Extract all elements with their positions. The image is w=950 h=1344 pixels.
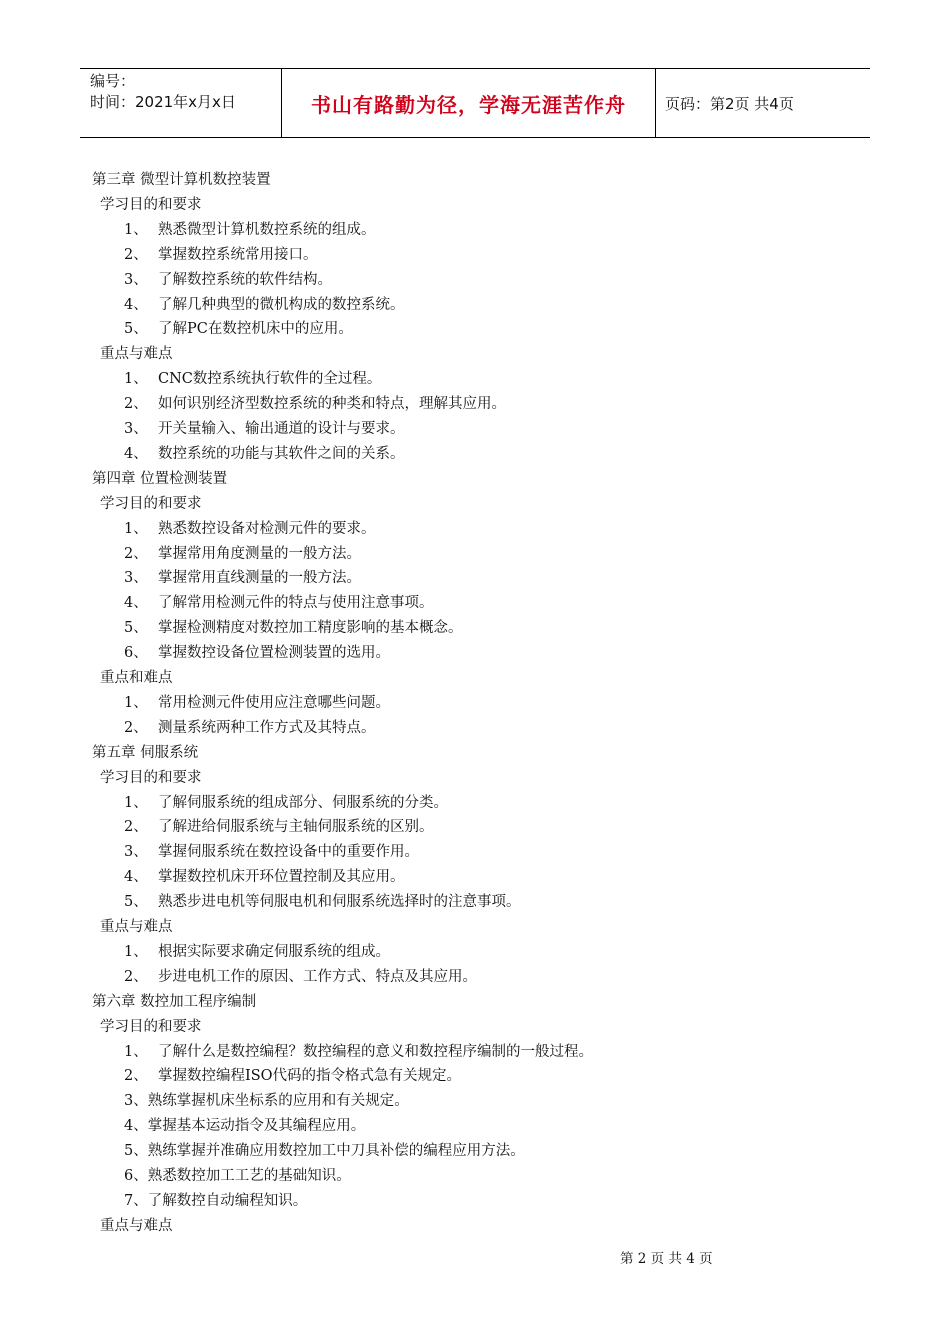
list-item: 6、熟悉数控加工工艺的基础知识。 (124, 1168, 351, 1184)
section-heading: 重点与难点 (100, 919, 173, 935)
list-item-number: 5、 (124, 620, 148, 637)
list-item-number: 2、 (124, 719, 148, 736)
list-item-text: 开关量输入、输出通道的设计与要求。 (158, 421, 405, 437)
list-item-number: 1、 (124, 520, 148, 537)
list-item-number: 4、 (124, 296, 148, 313)
list-item-number: 4、 (124, 445, 148, 462)
list-item (124, 892, 521, 912)
list-item-number: 1、 (124, 943, 148, 960)
page-info: 页码：第2页 共4页 (665, 94, 794, 113)
list-item: 4、掌握基本运动指令及其编程应用。 (124, 1118, 366, 1135)
list-item (124, 967, 477, 987)
list-item: 3、熟练掌握机床坐标系的应用和有关规定。 (124, 1093, 409, 1110)
time-label: 时间：2021年x月x日 (90, 93, 236, 111)
chapter-heading: 第六章 数控加工程序编制 (92, 993, 257, 1010)
motto: 书山有路勤为径，学海无涯苦作舟 (311, 92, 626, 117)
list-item-text: 了解常用检测元件的特点与使用注意事项。 (158, 595, 434, 612)
list-item-number: 1、 (124, 1043, 148, 1060)
list-item (124, 942, 390, 962)
list-item (124, 444, 405, 464)
list-item (124, 718, 376, 738)
list-item-number: 2、 (124, 396, 148, 413)
list-item-text: 掌握数控系统常用接口。 (158, 246, 318, 263)
page-footer: 第 2 页 共 4 页 (620, 1251, 713, 1267)
list-item-text: 掌握常用角度测量的一般方法。 (158, 545, 361, 562)
list-item-text: 熟悉数控设备对检测元件的要求。 (158, 520, 376, 537)
list-item-number: 3、 (124, 844, 148, 861)
list-item-text: 掌握数控编程ISO代码的指令格式急有关规定。 (158, 1068, 462, 1085)
list-item (124, 319, 353, 339)
section-heading: 学习目的和要求 (100, 1018, 202, 1035)
list-item-text: 测量系统两种工作方式及其特点。 (158, 719, 376, 736)
list-item (124, 593, 434, 613)
list-item-number: 2、 (124, 968, 148, 985)
section-heading: 重点和难点 (100, 670, 173, 686)
list-item (124, 519, 376, 539)
list-item (124, 245, 318, 265)
list-item (124, 793, 448, 813)
list-item (124, 1042, 593, 1062)
list-item-number: 1、 (124, 794, 148, 811)
chapter-heading: 第三章 微型计算机数控装置 (92, 172, 271, 188)
header-motto-cell (281, 69, 656, 137)
list-item (124, 842, 419, 862)
header-page-info-cell (655, 69, 870, 137)
page-header (80, 68, 870, 138)
list-item (124, 419, 405, 439)
list-item-number: 3、 (124, 570, 148, 587)
list-item: 7、了解数控自动编程知识。 (124, 1192, 308, 1209)
list-item (124, 220, 376, 240)
list-item-text: 熟悉微型计算机数控系统的组成。 (158, 221, 376, 238)
list-item-text: 掌握伺服系统在数控设备中的重要作用。 (158, 844, 419, 861)
list-item-text: 根据实际要求确定伺服系统的组成。 (158, 943, 390, 960)
serial-label: 编号： (90, 72, 136, 90)
section-heading: 重点与难点 (100, 346, 173, 363)
list-item-text: 常用检测元件使用应注意哪些问题。 (158, 694, 390, 711)
list-item-number: 2、 (124, 1068, 148, 1085)
list-item-number: 6、 (124, 645, 148, 662)
section-heading: 重点与难点 (100, 1217, 173, 1234)
list-item: 5、熟练掌握并准确应用数控加工中刀具补偿的编程应用方法。 (124, 1143, 525, 1160)
list-item-number: 3、 (124, 421, 148, 437)
list-item-text: 步进电机工作的原因、工作方式、特点及其应用。 (158, 968, 477, 985)
list-item-number: 4、 (124, 869, 148, 886)
list-item-text: CNC数控系统执行软件的全过程。 (158, 371, 382, 388)
list-item (124, 295, 405, 315)
list-item-text: 了解什么是数控编程？数控编程的意义和数控程序编制的一般过程。 (158, 1043, 593, 1060)
list-item-text: 熟悉步进电机等伺服电机和伺服系统选择时的注意事项。 (158, 894, 521, 911)
list-item-text: 掌握常用直线测量的一般方法。 (158, 570, 361, 587)
list-item (124, 1066, 461, 1086)
list-item-number: 4、 (124, 595, 148, 612)
list-item-number: 5、 (124, 894, 148, 911)
section-heading: 学习目的和要求 (100, 769, 202, 786)
list-item-text: 了解进给伺服系统与主轴伺服系统的区别。 (158, 819, 434, 836)
list-item-text: 掌握数控机床开环位置控制及其应用。 (158, 869, 405, 886)
section-heading: 学习目的和要求 (100, 495, 202, 512)
list-item (124, 693, 390, 713)
list-item-text: 了解PC在数控机床中的应用。 (158, 321, 353, 338)
list-item (124, 369, 381, 389)
list-item (124, 867, 405, 887)
list-item-text: 掌握检测精度对数控加工精度影响的基本概念。 (158, 620, 463, 637)
list-item-number: 2、 (124, 246, 148, 263)
list-item (124, 643, 390, 663)
list-item-number: 5、 (124, 321, 148, 338)
list-item-number: 1、 (124, 694, 148, 711)
list-item (124, 568, 361, 588)
list-item-text: 了解伺服系统的组成部分、伺服系统的分类。 (158, 794, 448, 811)
list-item-number: 1、 (124, 221, 148, 238)
list-item (124, 270, 332, 290)
list-item-text: 掌握数控设备位置检测装置的选用。 (158, 645, 390, 662)
list-item-text: 了解几种典型的微机构成的数控系统。 (158, 296, 405, 313)
chapter-heading: 第四章 位置检测装置 (92, 470, 228, 487)
header-meta (80, 69, 280, 137)
list-item-number: 2、 (124, 545, 148, 562)
list-item (124, 618, 463, 638)
list-item-number: 2、 (124, 819, 148, 836)
list-item (124, 394, 506, 414)
list-item (124, 817, 434, 837)
section-heading: 学习目的和要求 (100, 196, 202, 213)
list-item-text: 如何识别经济型数控系统的种类和特点，理解其应用。 (158, 396, 506, 413)
list-item (124, 544, 361, 564)
list-item-text: 了解数控系统的软件结构。 (158, 271, 332, 288)
list-item-number: 3、 (124, 271, 148, 288)
chapter-heading: 第五章 伺服系统 (92, 744, 199, 761)
list-item-text: 数控系统的功能与其软件之间的关系。 (158, 445, 405, 462)
list-item-number: 1、 (124, 371, 148, 388)
